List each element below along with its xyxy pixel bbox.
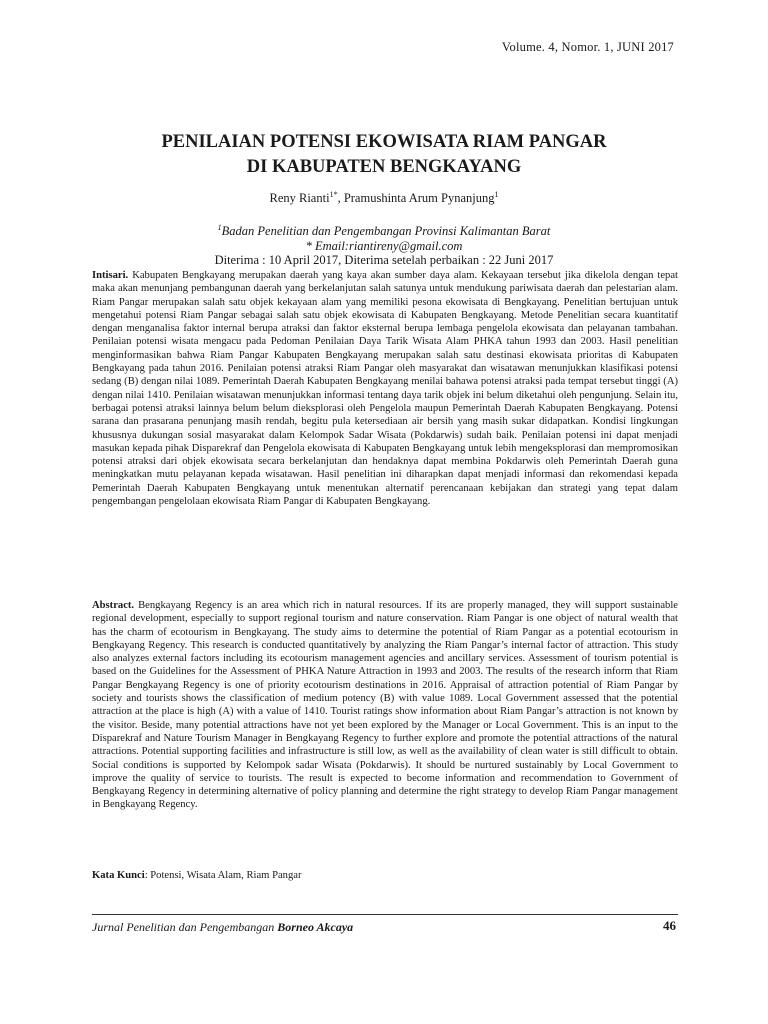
journal-name [92,920,353,935]
abstract-paragraph [92,599,678,812]
keywords-separator: : [144,870,151,881]
affiliation-block [0,221,768,268]
author-separator: , [337,191,344,206]
footer-divider [92,914,678,915]
author-2: Pramushinta Arum Pynanjung [343,191,495,206]
intisari-paragraph [92,269,678,508]
affiliation-institution [0,221,768,239]
title-line-2: DI KABUPATEN BENGKAYANG [246,157,522,177]
abstract-label: Abstract. [92,600,135,611]
institution-name: Badan Penelitian dan Pengembangan Provinsi Kalimantan Barat [221,224,551,239]
keywords-line [92,869,678,882]
author-1: Reny Rianti [269,191,330,206]
volume-header: Volume. 4, Nomor. 1, JUNI 2017 [501,40,674,54]
paper-title [0,130,768,180]
intisari-text: Kabupaten Bengkayang merupakan daerah yang kaya akan sumber daya alam. Kekayaan tersebut jika dikelola dengan tepat maka akan menunjang pembangunan daerah yang berkelanjutan salah satunya untuk mendukung pariwisata daerah dan pelestarian alam. Riam Pangar merupakan salah satu objek kekayaan alam yang memiliki pesona ekowisata di Bengkayang. Penelitian bertujuan untuk mengetahui potensi Riam Pangar sebagai salah satu objek ekowisata di Kabupaten Bengkayang. Metode Penelitian secara kuantitatif dengan menganalisa faktor internal berupa atraksi dan faktor eksternal berupa lembaga pengelola ekowisata dan pelayanan tambahan. Penilaian potensi wisata mengacu pada Pedoman Penilaian Daya Tarik Wisata Alam PHKA tahun 1993 dan 2003. Hasil penelitian menginformasikan bahwa Riam Pangar Kabupaten Bengkayang merupakan salah satu destinasi ekowisata prioritas di Kabupaten Bengkayang pada tahun 2016. Penilaian potensi atraksi Riam Pangar oleh masyarakat dan wisatawan menunjukkan klasifikasi potensi sedang (B) dengan nilai 1089. Pemerintah Daerah Kabupaten Bengkayang menilai bahawa potensi atraksi pada tempat tersebut tinggi (A) dengan nilai 1410. Penilaian wisatawan menunjukkan informasi tentang daya tarik objek ini belum diketahui oleh pengunjung. Selain itu, berbagai potensi atraksi lainnya belum belum dieksplorasi oleh Pengelola maupun Pemerintah Daerah Kabupaten Bengkayang. Potensi sarana dan prasarana penunjang masih rendah, begitu pula ketersediaan air bersih yang masih sukar didapatkan. Kondisi lingkungan khususnya dukungan sosial masyarakat dalam Kelompok Sadar Wisata (Pokdarwis) sudah baik. Penilaian potensi ini dapat menjadi masukan kepada pihak Disparekraf dan Pengelola ekowisata di Kabupaten Bengkayang untuk lebih mengeksplorasi dan mempromosikan potensi atraksi dari objek ekowisata secara berkelanjutan dan hendaknya dapat membina Pokdarwis oleh Pemerintah Daerah guna meningkatkan mutu pelayanan kepada wisatawan. Hasil penelitian ini diharapkan dapat menjadi informasi dan rekomendasi kepada Pemerintah Daerah Kabupaten Bengkayang untuk menentukan alternatif perencanaan kebijakan dan strategi yang tepat dalam pengembangan pengelolaan ekowisata Riam Pangar di Kabupaten Bengkayang. [92,270,679,508]
author-list [0,190,768,206]
title-line-1: PENILAIAN POTENSI EKOWISATA RIAM PANGAR [161,132,607,152]
author-1-affiliation-mark: 1* [329,190,338,199]
affiliation-mark: 1 [217,223,222,232]
abstract-text: Bengkayang Regency is an area which rich in natural resources. If its are properly managed, they will support sustainable regional development, especially to support regional tourism and nature conservation. Riam Pangar is one object of natural wealth that has the charm of ecotourism in Bengkayang. The study aims to determine the potential of Riam Pangar as a potential ecotourism in Bengkayang Regency. This research is conducted quantitatively by analyzing the Riam Pangar’s internal factor of attraction. This study also analyzes external factors including its ecotourism management agencies and ancillary services. Assessment of tourism potential is based on the Guidelines for the Assessment of PHKA Nature Attraction in 1993 and 2003. The results of the research inform that Riam Pangar Bengkayang Regency is one of priority ecotourism destinations in 2016. Appraisal of attraction potential of Riam Pangar by society and tourists shows the classification of medium potency (B) with value 1089. Local Government assessed that the potential attraction at the place is high (A) with a value of 1410. Tourist ratings show information about Riam Pangar’s attraction is not known by the visitor. Beside, many potential attractions have not yet been explored by the Manager or Local Government. This is an input to the Disparekraf and Nature Tourism Manager in Bengkayang Regency to further explore and promote the potential attractions of the natural attractions. Potential supporting facilities and infrastructure is still low, as well as the availability of clean water is still difficult to obtain. Social conditions is supported by Kelompok sadar Wisata (Pokdarwis). It should be nurtured sustainably by Local Government to improve the quality of service to tourists. The result is expected to become information and recommendation to Government of Bengkayang Regency in determining alternative of policy planning and determine the right strategy to develop Riam Pangar management in Bengkayang Regency. [92,600,678,811]
journal-name-bold: Borneo Akcaya [277,920,354,934]
intisari-label: Intisari. [92,270,129,281]
keywords-label: Kata Kunci [92,870,145,881]
received-dates: Diterima : 10 April 2017, Diterima setelah perbaikan : 22 Juni 2017 [214,253,554,268]
journal-name-prefix: Jurnal Penelitian dan Pengembangan [92,920,278,934]
corresponding-email: * Email:riantireny@gmail.com [305,238,463,253]
page-number: 46 [663,918,676,933]
author-2-affiliation-mark: 1 [494,190,499,199]
keywords-text: Potensi, Wisata Alam, Riam Pangar [150,870,302,881]
